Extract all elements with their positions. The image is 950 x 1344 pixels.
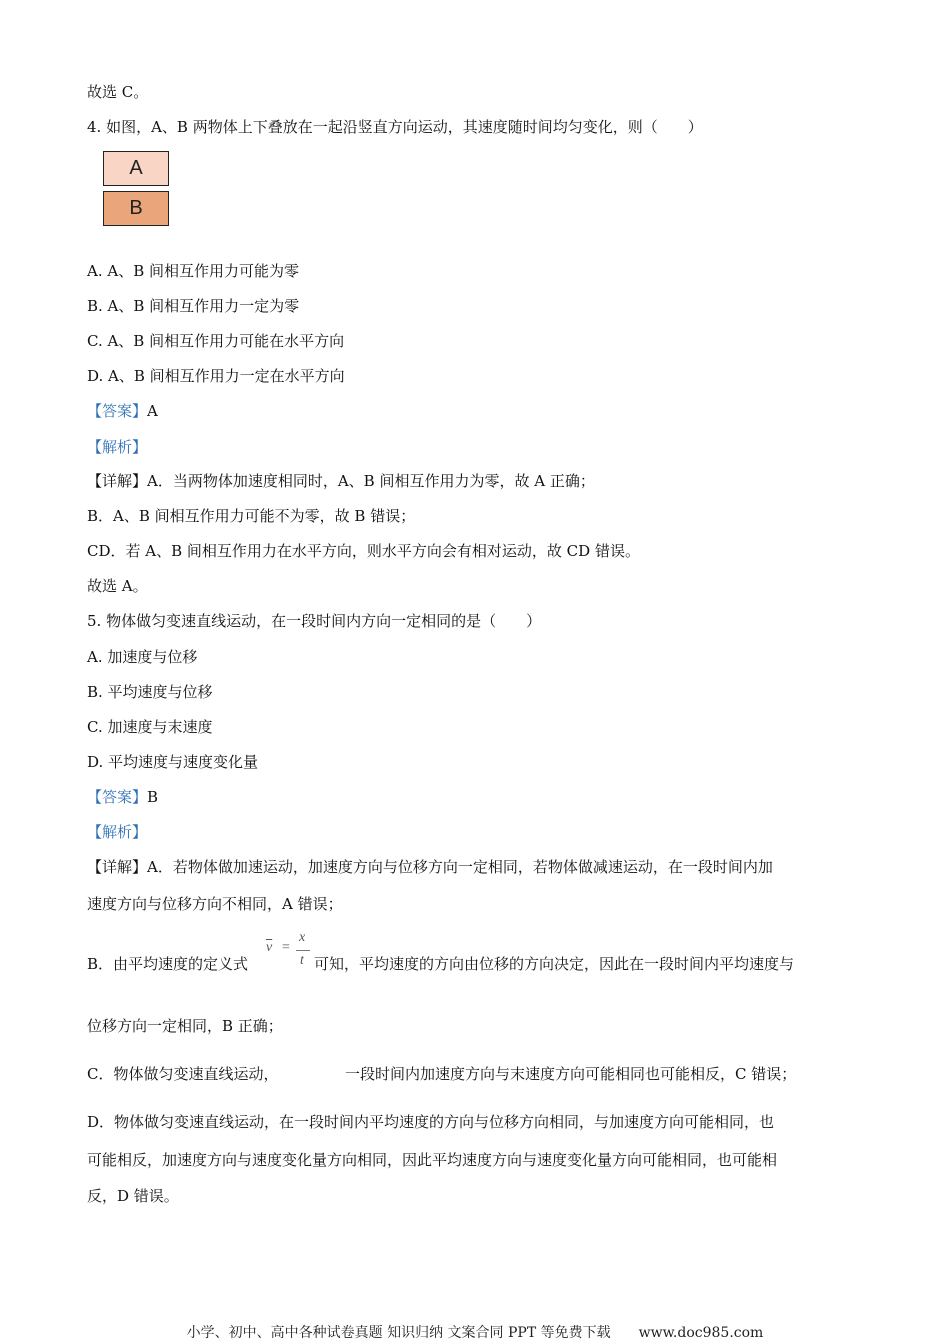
block-b: B <box>103 191 169 226</box>
footer-text: 小学、初中、高中各种试卷真题 知识归纳 文案合同 PPT 等免费下载 www.doc985.com <box>186 1325 764 1341</box>
q5-analysis-tag: 【解析】 <box>87 823 148 841</box>
q5-answer <box>87 787 158 807</box>
q5-detail-c-post: 一段时间内加速度方向与末速度方向可能相同也可能相反，C 错误； <box>345 1065 797 1083</box>
answer-tag: 【答案】 <box>87 402 148 420</box>
q4-detail-b: B．A、B 间相互作用力可能不为零，故 B 错误； <box>87 507 416 525</box>
q5-detail-c-pre: C．物体做匀变速直线运动， <box>87 1065 279 1083</box>
q4-detail-cd: CD．若 A、B 间相互作用力在水平方向，则水平方向会有相对运动，故 CD 错误。 <box>87 542 640 560</box>
q4-option-c: C. A、B 间相互作用力可能在水平方向 <box>87 332 345 350</box>
q5-option-d: D. 平均速度与速度变化量 <box>87 753 259 771</box>
block-a: A <box>103 151 169 186</box>
formula-eq: = <box>282 940 290 955</box>
q5-detail-a-line2: 速度方向与位移方向不相同，A 错误； <box>87 895 343 913</box>
fraction-bar <box>296 950 310 951</box>
q5-stem: 5. 物体做匀变速直线运动，在一段时间内方向一定相同的是（ ） <box>87 612 542 630</box>
q5-detail-a-line1 <box>87 857 773 877</box>
q5-detail-b-pre: B．由平均速度的定义式 <box>87 955 249 973</box>
previous-conclusion: 故选 C。 <box>87 83 149 101</box>
q4-stem: 4. 如图，A、B 两物体上下叠放在一起沿竖直方向运动，其速度随时间均匀变化，则（ ） <box>87 118 703 136</box>
detail-tag: 【详解】 <box>87 472 148 490</box>
q5-detail-b-post: 可知，平均速度的方向由位移的方向决定，因此在一段时间内平均速度与 <box>314 955 795 973</box>
answer-tag: 【答案】 <box>87 788 148 806</box>
formula-numerator: x <box>299 930 306 945</box>
q4-option-b: B. A、B 间相互作用力一定为零 <box>87 297 300 315</box>
q4-conclusion: 故选 A。 <box>87 577 148 595</box>
q4-answer <box>87 401 158 421</box>
q4-option-d: D. A、B 间相互作用力一定在水平方向 <box>87 367 345 385</box>
q5-detail-b-line2: 位移方向一定相同，B 正确； <box>87 1017 283 1035</box>
q5-detail-d-line3: 反，D 错误。 <box>87 1187 179 1205</box>
formula-lhs: $\overline{v}$ <box>266 940 273 955</box>
formula-denominator: t <box>300 953 304 968</box>
detail-tag: 【详解】 <box>87 858 148 876</box>
q5-option-c: C. 加速度与末速度 <box>87 718 213 736</box>
answer-value: A <box>147 402 158 420</box>
q5-option-b: B. 平均速度与位移 <box>87 683 213 701</box>
q5-option-a: A. 加速度与位移 <box>87 648 198 666</box>
q5-detail-d-line2: 可能相反，加速度方向与速度变化量方向相同，因此平均速度方向与速度变化量方向可能相同，也可能相 <box>87 1151 778 1169</box>
q4-analysis-tag: 【解析】 <box>87 438 148 456</box>
answer-value: B <box>147 788 159 806</box>
q4-detail-a <box>87 471 595 491</box>
detail-text: A．若物体做加速运动，加速度方向与位移方向一定相同，若物体做减速运动，在一段时间内加 <box>147 858 773 876</box>
q5-detail-d-line1: D．物体做匀变速直线运动，在一段时间内平均速度的方向与位移方向相同，与加速度方向可能相同，也 <box>87 1113 775 1131</box>
q4-option-a: A. A、B 间相互作用力可能为零 <box>87 262 299 280</box>
detail-text: A．当两物体加速度相同时，A、B 间相互作用力为零，故 A 正确； <box>147 472 595 490</box>
